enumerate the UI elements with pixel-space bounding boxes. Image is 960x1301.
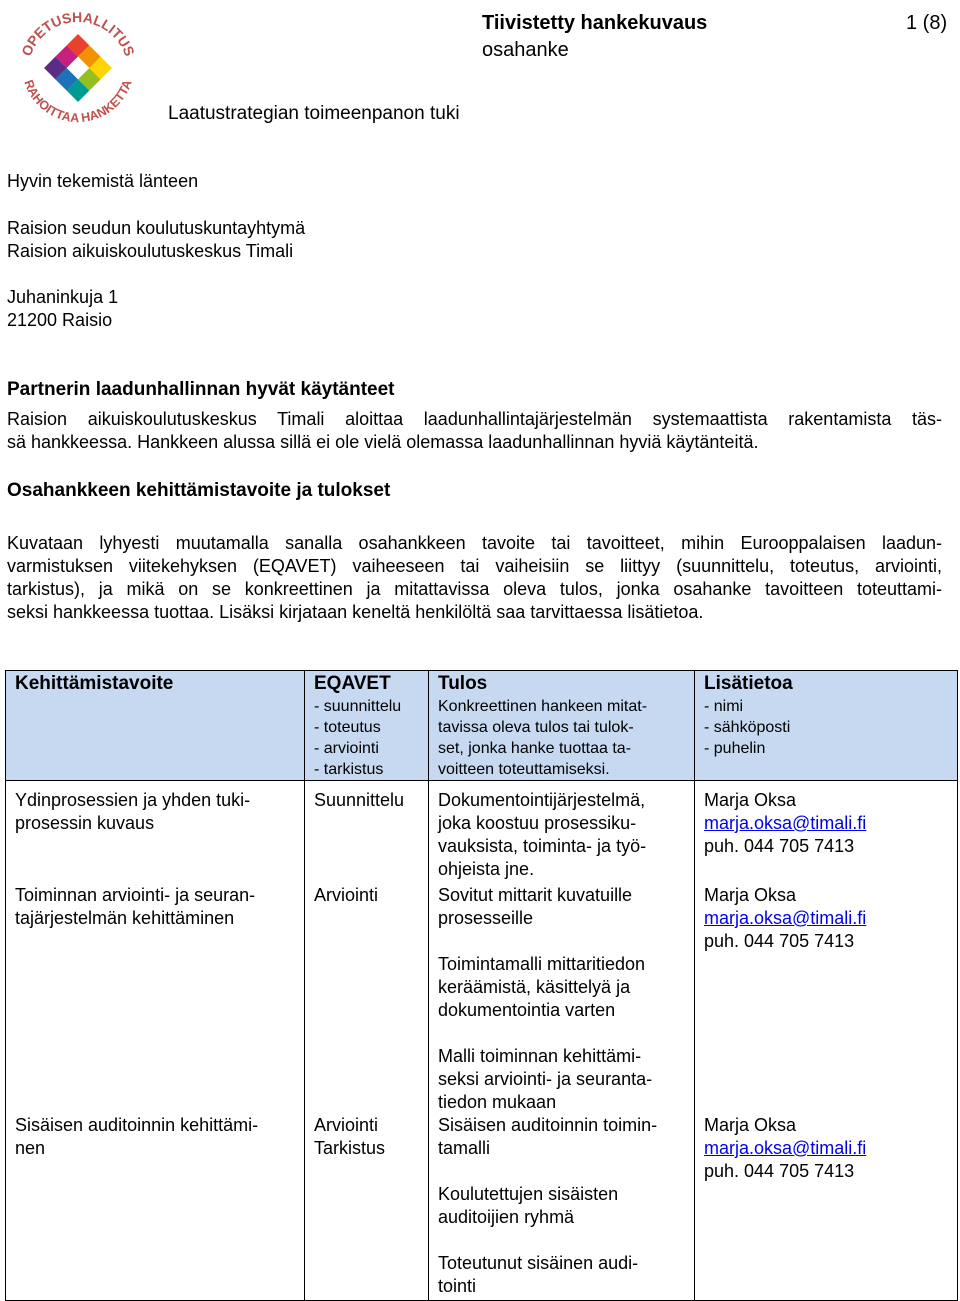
org-line-2: Raision aikuiskoulutuskeskus Timali	[7, 241, 294, 261]
goals-paragraph	[7, 532, 942, 624]
goal-cell	[6, 881, 305, 1114]
info-item: - puhelin	[704, 740, 766, 757]
goals-line: seksi hankkeessa tuottaa. Lisäksi kirjataan keneltä henkilöltä saa tarvittaessa lisätietoa.	[7, 602, 704, 622]
table-row	[6, 1114, 958, 1301]
header-info: Lisätietoa	[704, 673, 793, 694]
logo-emblem	[8, 0, 148, 130]
result-cell	[429, 881, 695, 1114]
header-result: Tulos	[438, 673, 488, 694]
contact-phone: puh. 044 705 7413	[704, 836, 855, 856]
contact-phone: puh. 044 705 7413	[704, 1161, 855, 1181]
goals-heading: Osahankkeen kehittämistavoite ja tulokset	[7, 480, 391, 501]
document-subtitle: osahanke	[482, 39, 569, 61]
document-title: Tiivistetty hankekuvaus	[482, 12, 708, 34]
result-line: keräämistä, käsittelyä ja	[438, 977, 631, 997]
contact-email-link[interactable]: marja.oksa@timali.fi	[704, 1138, 867, 1158]
contact-cell	[695, 781, 958, 882]
result-line: Toteutunut sisäinen audi-	[438, 1253, 639, 1273]
info-item: - nimi	[704, 698, 744, 715]
goal-line: tajärjestelmän kehittäminen	[15, 908, 235, 928]
eqavet-phase: Tarkistus	[314, 1138, 386, 1158]
address-line-1: Juhaninkuja 1	[7, 287, 119, 307]
result-line: Dokumentointijärjestelmä,	[438, 790, 646, 810]
eqavet-cell	[305, 881, 429, 1114]
partner-paragraph	[7, 408, 942, 454]
contact-name: Marja Oksa	[704, 1115, 797, 1135]
result-line: joka koostuu prosessiku-	[438, 813, 637, 833]
partner-heading: Partnerin laadunhallinnan hyvät käytänteet	[7, 379, 395, 400]
goals-line: varmistuksen viitekehyksen (EQAVET) vaiheeseen tai vaiheisiin se liittyy (suunnittelu, toteutus, arviointi,	[7, 556, 942, 576]
header-goal-cell	[6, 671, 305, 781]
contact-cell	[695, 1114, 958, 1301]
table-header-row	[6, 671, 958, 781]
eqavet-item: - toteutus	[314, 719, 381, 736]
eqavet-item: - arviointi	[314, 740, 379, 757]
org-line-1: Raision seudun koulutuskuntayhtymä	[7, 218, 306, 238]
header-info-cell	[695, 671, 958, 781]
address-line-2: 21200 Raisio	[7, 310, 113, 330]
result-cell	[429, 781, 695, 882]
goals-line: tarkistus), ja mikä on se konkreettinen ja mitattavissa oleva tulos, jonka osahanke tavoitteen toteuttami-	[7, 579, 942, 599]
contact-email-link[interactable]: marja.oksa@timali.fi	[704, 908, 867, 928]
result-line: dokumentointia varten	[438, 1000, 616, 1020]
page-number: 1 (8)	[906, 12, 948, 34]
goal-cell	[6, 1114, 305, 1301]
result-line: auditoijien ryhmä	[438, 1207, 575, 1227]
logo-text-bottom: RAHOITTAA HANKETTA	[21, 77, 135, 126]
goal-line: prosessin kuvaus	[15, 813, 155, 833]
result-line: ohjeista jne.	[438, 859, 535, 879]
contact-name: Marja Oksa	[704, 885, 797, 905]
result-desc-line: Konkreettinen hankeen mitat-	[438, 698, 648, 715]
goals-line: Kuvataan lyhyesti muutamalla sanalla osahankkeen tavoite tai tavoitteet, mihin Eurooppalaisen laadun-	[7, 533, 942, 553]
program-name: Laatustrategian toimeenpanon tuki	[168, 103, 460, 124]
result-line: tiedon mukaan	[438, 1092, 557, 1112]
contact-email-link[interactable]: marja.oksa@timali.fi	[704, 813, 867, 833]
eqavet-phase: Suunnittelu	[314, 790, 405, 810]
goal-line: Toiminnan arviointi- ja seuran-	[15, 885, 256, 905]
header-result-cell	[429, 671, 695, 781]
header-eqavet-cell	[305, 671, 429, 781]
eqavet-item: - tarkistus	[314, 761, 384, 778]
result-line: seksi arviointi- ja seuranta-	[438, 1069, 653, 1089]
result-line: Koulutettujen sisäisten	[438, 1184, 619, 1204]
result-line: tointi	[438, 1276, 477, 1296]
eqavet-item: - suunnittelu	[314, 698, 402, 715]
result-line: Sovitut mittarit kuvatuille	[438, 885, 633, 905]
result-desc-line: tavissa oleva tulos tai tulok-	[438, 719, 634, 736]
goal-line: Sisäisen auditoinnin kehittämi-	[15, 1115, 259, 1135]
contact-name: Marja Oksa	[704, 790, 797, 810]
result-line: tamalli	[438, 1138, 491, 1158]
goal-line: Ydinprosessien ja yhden tuki-	[15, 790, 251, 810]
logo-text-top: OPETUSHALLITUS	[18, 8, 138, 59]
result-line: vauksista, toiminta- ja työ-	[438, 836, 647, 856]
eqavet-phase: Arviointi	[314, 1115, 379, 1135]
eqavet-cell	[305, 1114, 429, 1301]
contact-cell	[695, 881, 958, 1114]
result-line: Sisäisen auditoinnin toimin-	[438, 1115, 658, 1135]
eqavet-cell	[305, 781, 429, 882]
header-eqavet: EQAVET	[314, 673, 391, 694]
goals-table	[5, 670, 958, 1301]
header-goal: Kehittämistavoite	[15, 673, 174, 694]
eqavet-phase: Arviointi	[314, 885, 379, 905]
partner-line: Raision aikuiskoulutuskeskus Timali aloittaa laadunhallintajärjestelmän systemaattista rakentamista täs-	[7, 409, 942, 429]
result-cell	[429, 1114, 695, 1301]
result-desc-line: voitteen toteuttamiseksi.	[438, 761, 610, 778]
result-line: Toimintamalli mittaritiedon	[438, 954, 646, 974]
project-name: Hyvin tekemistä länteen	[7, 171, 199, 191]
table-row	[6, 881, 958, 1114]
result-desc-line: set, jonka hanke tuottaa ta-	[438, 740, 632, 757]
partner-line: sä hankkeessa. Hankkeen alussa sillä ei ole vielä olemassa laadunhallinnan hyviä käytänteitä.	[7, 432, 759, 452]
contact-phone: puh. 044 705 7413	[704, 931, 855, 951]
result-line: prosesseille	[438, 908, 534, 928]
goal-line: nen	[15, 1138, 46, 1158]
info-item: - sähköposti	[704, 719, 791, 736]
table-row	[6, 781, 958, 882]
goal-cell	[6, 781, 305, 882]
result-line: Malli toiminnan kehittämi-	[438, 1046, 642, 1066]
opetushallitus-logo	[8, 0, 148, 130]
